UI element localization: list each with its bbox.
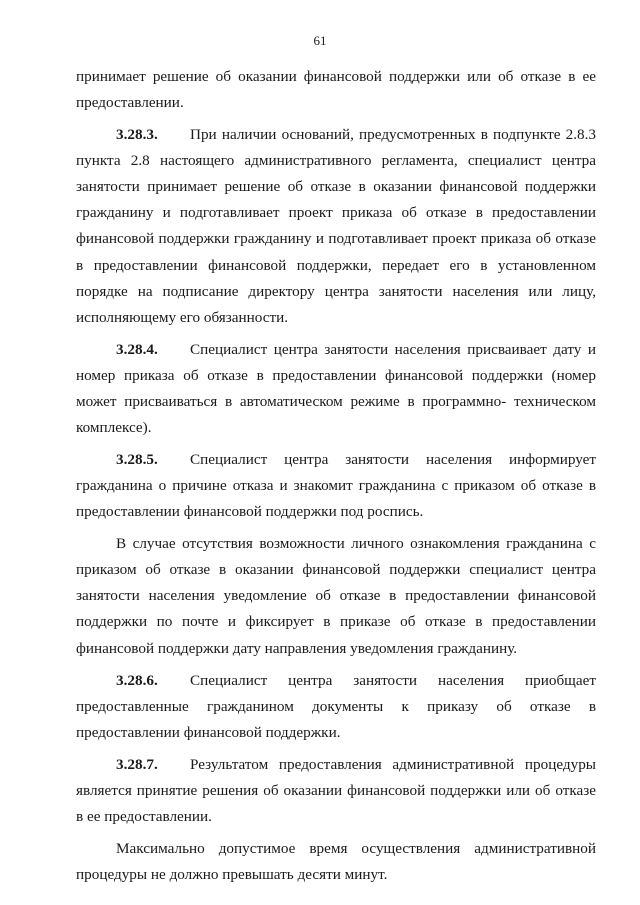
paragraph-continuation (76, 64, 596, 116)
paragraph-text: принимает решение об оказании финансовой поддержки или об отказе в ее предоставлении. (76, 68, 596, 112)
clause-number: 3.28.4. (116, 340, 158, 358)
page-number: 61 (313, 33, 327, 48)
clause-3-28-6 (76, 668, 596, 746)
clause-text: При наличии оснований, предусмотренных в подпункте 2.8.3 пункта 2.8 настоящего административного регламента, специалист центра занятости принимает решение об отказе в оказании финансовой поддержки гражданину и подготавливает проект приказа об отказе в предоставлении финансовой поддержки гражданину и подготавливает проект приказа об отказе в предоставлении финансовой поддержки, передает его в установленном порядке на подписание директору центра занятости населения или лицу, исполняющему его обязанности. (76, 126, 596, 326)
document-body (76, 64, 596, 894)
clause-3-28-4 (76, 337, 596, 441)
clause-3-28-3 (76, 122, 596, 331)
clause-3-28-5 (76, 447, 596, 525)
clause-text: Результатом предоставления административной процедуры является принятие решения об оказании финансовой поддержки или об отказе в ее предоставлении. (76, 755, 596, 825)
paragraph-text: Максимально допустимое время осуществления административной процедуры не должно превышать десяти минут. (76, 839, 596, 883)
paragraph-notification (76, 531, 596, 661)
clause-3-28-7 (76, 752, 596, 830)
paragraph-max-time (76, 836, 596, 888)
paragraph-text: В случае отсутствия возможности личного ознакомления гражданина с приказом об отказе в оказании финансовой поддержки специалист центра занятости населения уведомление об отказе в предоставлении финансовой поддержки по почте и фиксирует в приказе об отказе в предоставлении финансовой поддержки дату направления уведомления гражданину. (76, 535, 596, 657)
clause-number: 3.28.6. (116, 671, 158, 689)
clause-number: 3.28.5. (116, 450, 158, 468)
clause-number: 3.28.3. (116, 126, 158, 144)
clause-text: Специалист центра занятости населения приобщает предоставленные гражданином документы к приказу об отказе в предоставлении финансовой поддержки. (76, 671, 596, 741)
clause-text: Специалист центра занятости населения информирует гражданина о причине отказа и знакомит гражданина с приказом об отказе в предоставлении финансовой поддержки под роспись. (76, 450, 596, 521)
clause-number: 3.28.7. (116, 755, 158, 773)
clause-text: Специалист центра занятости населения присваивает дату и номер приказа об отказе в предоставлении финансовой поддержки (номер может присваиваться в автоматическом режиме в программно- техническом комплексе). (76, 340, 596, 436)
